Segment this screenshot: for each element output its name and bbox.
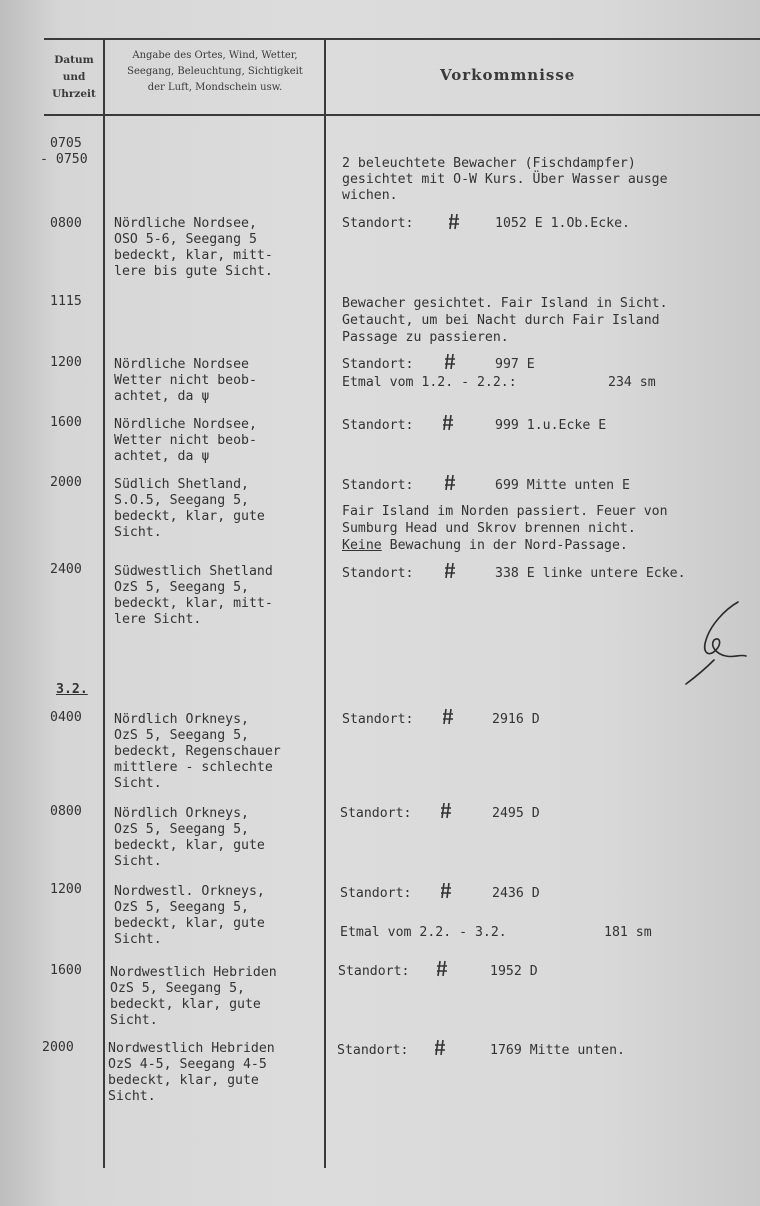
standort-value: 997 E xyxy=(495,357,535,372)
entry-place-line: Nördliche Nordsee, xyxy=(114,417,257,432)
entry-place-line: OSO 5-6, Seegang 5 xyxy=(114,232,257,247)
date-separator: 3.2. xyxy=(56,682,88,697)
entry-place-line: bedeckt, klar, gute xyxy=(114,916,265,931)
standort-value: 2916 D xyxy=(492,712,540,727)
entry-time: 0705 xyxy=(50,136,82,151)
standort-value: 1052 E 1.Ob.Ecke. xyxy=(495,216,630,231)
entry-place-line: lere Sicht. xyxy=(114,612,202,627)
entry-time: 2000 xyxy=(42,1040,74,1055)
grid-square-icon xyxy=(434,1039,446,1056)
standort-value: 1952 D xyxy=(490,964,538,979)
header-date-line: Uhrzeit xyxy=(52,88,96,100)
entry-place-line: bedeckt, klar, gute xyxy=(110,997,261,1012)
entry-place-line: Südlich Shetland, xyxy=(114,477,249,492)
grid-square-icon xyxy=(444,562,456,579)
entry-place-line: S.O.5, Seegang 5, xyxy=(114,493,249,508)
entry-time: 1200 xyxy=(50,882,82,897)
header-bottom-border xyxy=(44,114,760,116)
column-divider-place xyxy=(324,38,326,1168)
entry-time: 1600 xyxy=(50,963,82,978)
header-date-line: Datum xyxy=(54,54,94,66)
standort-value: 1769 Mitte unten. xyxy=(490,1043,625,1058)
standort-label: Standort: xyxy=(340,886,412,901)
entry-place-line: Nördliche Nordsee xyxy=(114,357,249,372)
grid-square-icon xyxy=(448,213,460,230)
standort-value: 999 1.u.Ecke E xyxy=(495,418,607,433)
header-date-line: und xyxy=(62,71,86,83)
entry-place-line: bedeckt, klar, gute xyxy=(108,1073,259,1088)
entry-place-line: bedeckt, klar, gute xyxy=(114,509,265,524)
etmal-value: 181 sm xyxy=(604,925,652,940)
entry-place-line: Südwestlich Shetland xyxy=(114,564,273,579)
standort-value: 2495 D xyxy=(492,806,540,821)
entry-place-line: OzS 5, Seegang 5, xyxy=(114,580,249,595)
entry-place-line: bedeckt, klar, mitt- xyxy=(114,248,273,263)
entry-event-line: 2 beleuchtete Bewacher (Fischdampfer) xyxy=(342,156,636,171)
entry-place-line: Wetter nicht beob- xyxy=(114,433,257,448)
column-divider-date xyxy=(103,38,105,1168)
standort-label: Standort: xyxy=(342,418,414,433)
entry-place-line: Nördliche Nordsee, xyxy=(114,216,257,231)
standort-value: 338 E linke untere Ecke. xyxy=(495,566,686,581)
standort-label: Standort: xyxy=(342,566,414,581)
entry-time: 2400 xyxy=(50,562,82,577)
header-place-column xyxy=(106,48,324,96)
grid-square-icon xyxy=(444,353,456,370)
entry-time: 0800 xyxy=(50,804,82,819)
standort-value: 699 Mitte unten E xyxy=(495,478,630,493)
grid-square-icon xyxy=(440,882,452,899)
entry-time: 1200 xyxy=(50,355,82,370)
standort-value: 2436 D xyxy=(492,886,540,901)
entry-event-line: Bewacher gesichtet. Fair Island in Sicht. xyxy=(342,296,668,311)
entry-event-line: Fair Island im Norden passiert. Feuer von xyxy=(342,504,668,519)
header-place-line: der Luft, Mondschein usw. xyxy=(147,82,283,93)
entry-place-line: Nordwestlich Hebriden xyxy=(108,1041,275,1056)
grid-square-icon xyxy=(442,414,454,431)
entry-time: 2000 xyxy=(50,475,82,490)
table-top-border xyxy=(44,38,760,40)
entry-place-line: bedeckt, Regenschauer xyxy=(114,744,281,759)
standort-label: Standort: xyxy=(342,478,414,493)
standort-label: Standort: xyxy=(342,216,414,231)
grid-square-icon xyxy=(444,474,456,491)
grid-square-icon xyxy=(442,708,454,725)
keine-emphasis: Keine xyxy=(342,538,382,553)
entry-place-line: mittlere - schlechte xyxy=(114,760,273,775)
signature-icon xyxy=(680,600,750,690)
entry-place-line: achtet, da ψ xyxy=(114,449,210,464)
entry-place-line: OzS 5, Seegang 5, xyxy=(114,822,249,837)
entry-place-line: OzS 5, Seegang 5, xyxy=(114,728,249,743)
entry-place-line: Sicht. xyxy=(114,776,162,791)
header-place-line: Angabe des Ortes, Wind, Wetter, xyxy=(132,50,298,61)
entry-event-line: gesichtet mit O-W Kurs. Über Wasser ausge xyxy=(342,172,668,187)
etmal-label: Etmal vom 2.2. - 3.2. xyxy=(340,925,507,940)
header-date-column xyxy=(44,52,104,103)
entry-time: 1600 xyxy=(50,415,82,430)
entry-place-line: Sicht. xyxy=(110,1013,158,1028)
entry-place-line: Nordwestlich Hebriden xyxy=(110,965,277,980)
standort-label: Standort: xyxy=(340,806,412,821)
entry-event-line: Passage zu passieren. xyxy=(342,330,509,345)
entry-time: 0400 xyxy=(50,710,82,725)
standort-label: Standort: xyxy=(342,712,414,727)
grid-square-icon xyxy=(440,802,452,819)
entry-event-line xyxy=(342,538,628,554)
etmal-value: 234 sm xyxy=(608,375,656,390)
entry-place-line: OzS 5, Seegang 5, xyxy=(114,900,249,915)
entry-place-line: bedeckt, klar, gute xyxy=(114,838,265,853)
grid-square-icon xyxy=(436,960,448,977)
entry-place-line: OzS 5, Seegang 5, xyxy=(110,981,245,996)
header-place-line: Seegang, Beleuchtung, Sichtigkeit xyxy=(127,66,303,77)
entry-place-line: Sicht. xyxy=(114,932,162,947)
etmal-label: Etmal vom 1.2. - 2.2.: xyxy=(342,375,517,390)
header-events-column: Vorkommnisse xyxy=(440,66,576,84)
entry-place-line: Sicht. xyxy=(114,854,162,869)
entry-time: 0800 xyxy=(50,216,82,231)
standort-label: Standort: xyxy=(342,357,414,372)
entry-time: 1115 xyxy=(50,294,82,309)
entry-place-line: Nördlich Orkneys, xyxy=(114,806,249,821)
entry-place-line: achtet, da ψ xyxy=(114,389,210,404)
entry-place-line: lere bis gute Sicht. xyxy=(114,264,273,279)
entry-event-rest: Bewachung in der Nord-Passage. xyxy=(381,538,628,553)
entry-event-line: Getaucht, um bei Nacht durch Fair Island xyxy=(342,313,660,328)
entry-event-line: Sumburg Head und Skrov brennen nicht. xyxy=(342,521,636,536)
entry-place-line: Nördlich Orkneys, xyxy=(114,712,249,727)
entry-place-line: Nordwestl. Orkneys, xyxy=(114,884,265,899)
entry-event-line: wichen. xyxy=(342,188,398,203)
entry-time: - 0750 xyxy=(40,152,88,167)
standort-label: Standort: xyxy=(338,964,410,979)
entry-place-line: Sicht. xyxy=(114,525,162,540)
entry-place-line: bedeckt, klar, mitt- xyxy=(114,596,273,611)
entry-place-line: Sicht. xyxy=(108,1089,156,1104)
entry-place-line: Wetter nicht beob- xyxy=(114,373,257,388)
entry-place-line: OzS 4-5, Seegang 4-5 xyxy=(108,1057,267,1072)
standort-label: Standort: xyxy=(337,1043,409,1058)
